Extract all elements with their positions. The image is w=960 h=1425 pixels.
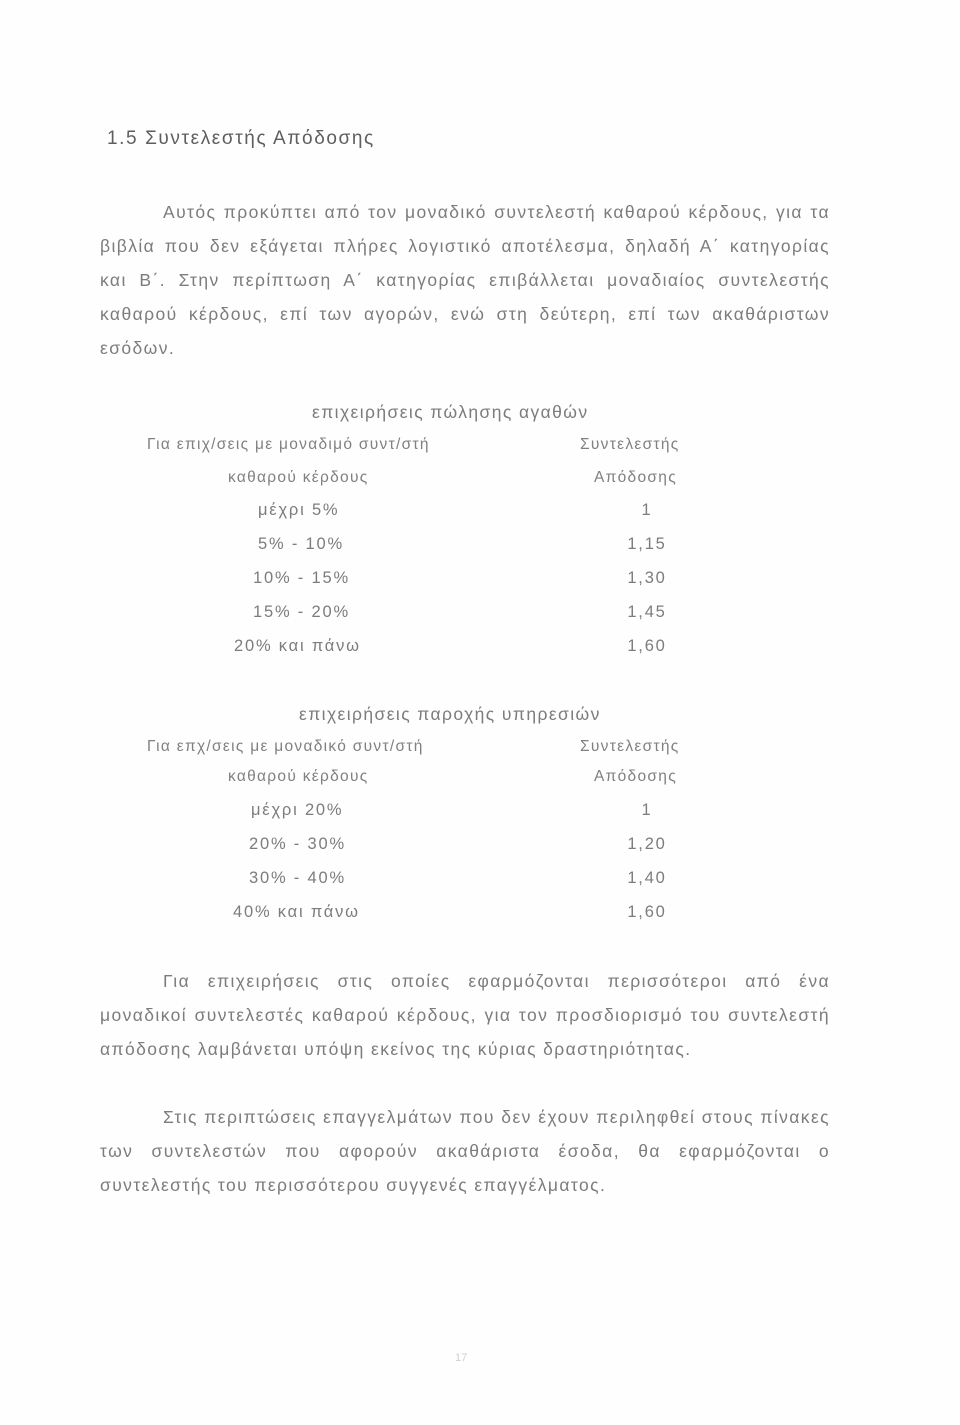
closing-text-1: Για επιχειρήσεις στις οποίες εφαρμόζονται περισσότεροι από ένα μοναδικοί συντελεστές καθαρού κέρδους, για τον προσδιορισμό του συντελεστή απόδοσης λαμβάνεται υπόψη εκείνος της κύριας δραστηριότητας. [100, 971, 830, 1059]
table-goods-title: επιχειρήσεις πώλησης αγαθών [312, 402, 589, 422]
table-goods-range: μέχρι 5% [258, 501, 340, 519]
table-goods-value: 1,60 [627, 637, 667, 655]
table-services-range: μέχρι 20% [251, 801, 344, 819]
table-services-range: 20% - 30% [249, 835, 346, 853]
table-goods-value: 1,15 [627, 535, 667, 553]
table-goods-header-left-2: καθαρού κέρδους [228, 469, 369, 486]
closing-paragraph-1 [100, 964, 830, 1066]
table-services-header-left-1: Για επχ/σεις με μοναδικό συντ/στή [147, 738, 424, 755]
table-services-title: επιχειρήσεις παροχής υπηρεσιών [299, 704, 601, 724]
table-goods-range: 15% - 20% [253, 603, 350, 621]
table-goods-header-right-1: Συντελεστής [580, 436, 680, 453]
table-services-header-right-1: Συντελεστής [580, 738, 680, 755]
intro-paragraph [100, 195, 830, 365]
table-goods-value: 1,45 [627, 603, 667, 621]
closing-paragraph-2 [100, 1100, 830, 1202]
table-goods-range: 10% - 15% [253, 569, 350, 587]
table-goods-header-left-1: Για επιχ/σεις με μοναδιμό συντ/στή [147, 436, 430, 453]
table-goods-header-right-2: Απόδοσης [594, 469, 677, 486]
table-services-value: 1,60 [627, 903, 667, 921]
page-number: 17 [455, 1352, 468, 1364]
table-goods-range: 5% - 10% [258, 535, 344, 553]
table-services-value: 1,40 [627, 869, 667, 887]
closing-text-2: Στις περιπτώσεις επαγγελμάτων που δεν έχουν περιληφθεί στους πίνακες των συντελεστών που αφορούν ακαθάριστα έσοδα, θα εφαρμόζονται ο συντελεστής του περισσότερου συγγενές επαγγέλματος. [100, 1107, 830, 1195]
table-services-range: 40% και πάνω [233, 903, 360, 921]
table-goods-value: 1,30 [627, 569, 667, 587]
section-heading: 1.5 Συντελεστής Απόδοσης [107, 128, 375, 149]
table-goods-value: 1 [641, 501, 653, 519]
table-services-value: 1,20 [627, 835, 667, 853]
table-services-header-left-2: καθαρού κέρδους [228, 768, 369, 785]
intro-text: Αυτός προκύπτει από τον μοναδικό συντελεστή καθαρού κέρδους, για τα βιβλία που δεν εξάγεται πλήρες λογιστικό αποτέλεσμα, δηλαδή Α΄ κατηγορίας και Β΄. Στην περίπτωση Α΄ κατηγορίας επιβάλλεται μοναδιαίος συντελεστής καθαρού κέρδους, επί των αγορών, ενώ στη δεύτερη, επί των ακαθάριστων εσόδων. [100, 202, 830, 358]
table-services-range: 30% - 40% [249, 869, 346, 887]
table-goods-range: 20% και πάνω [234, 637, 361, 655]
table-services-header-right-2: Απόδοσης [594, 768, 677, 785]
table-services-value: 1 [641, 801, 653, 819]
